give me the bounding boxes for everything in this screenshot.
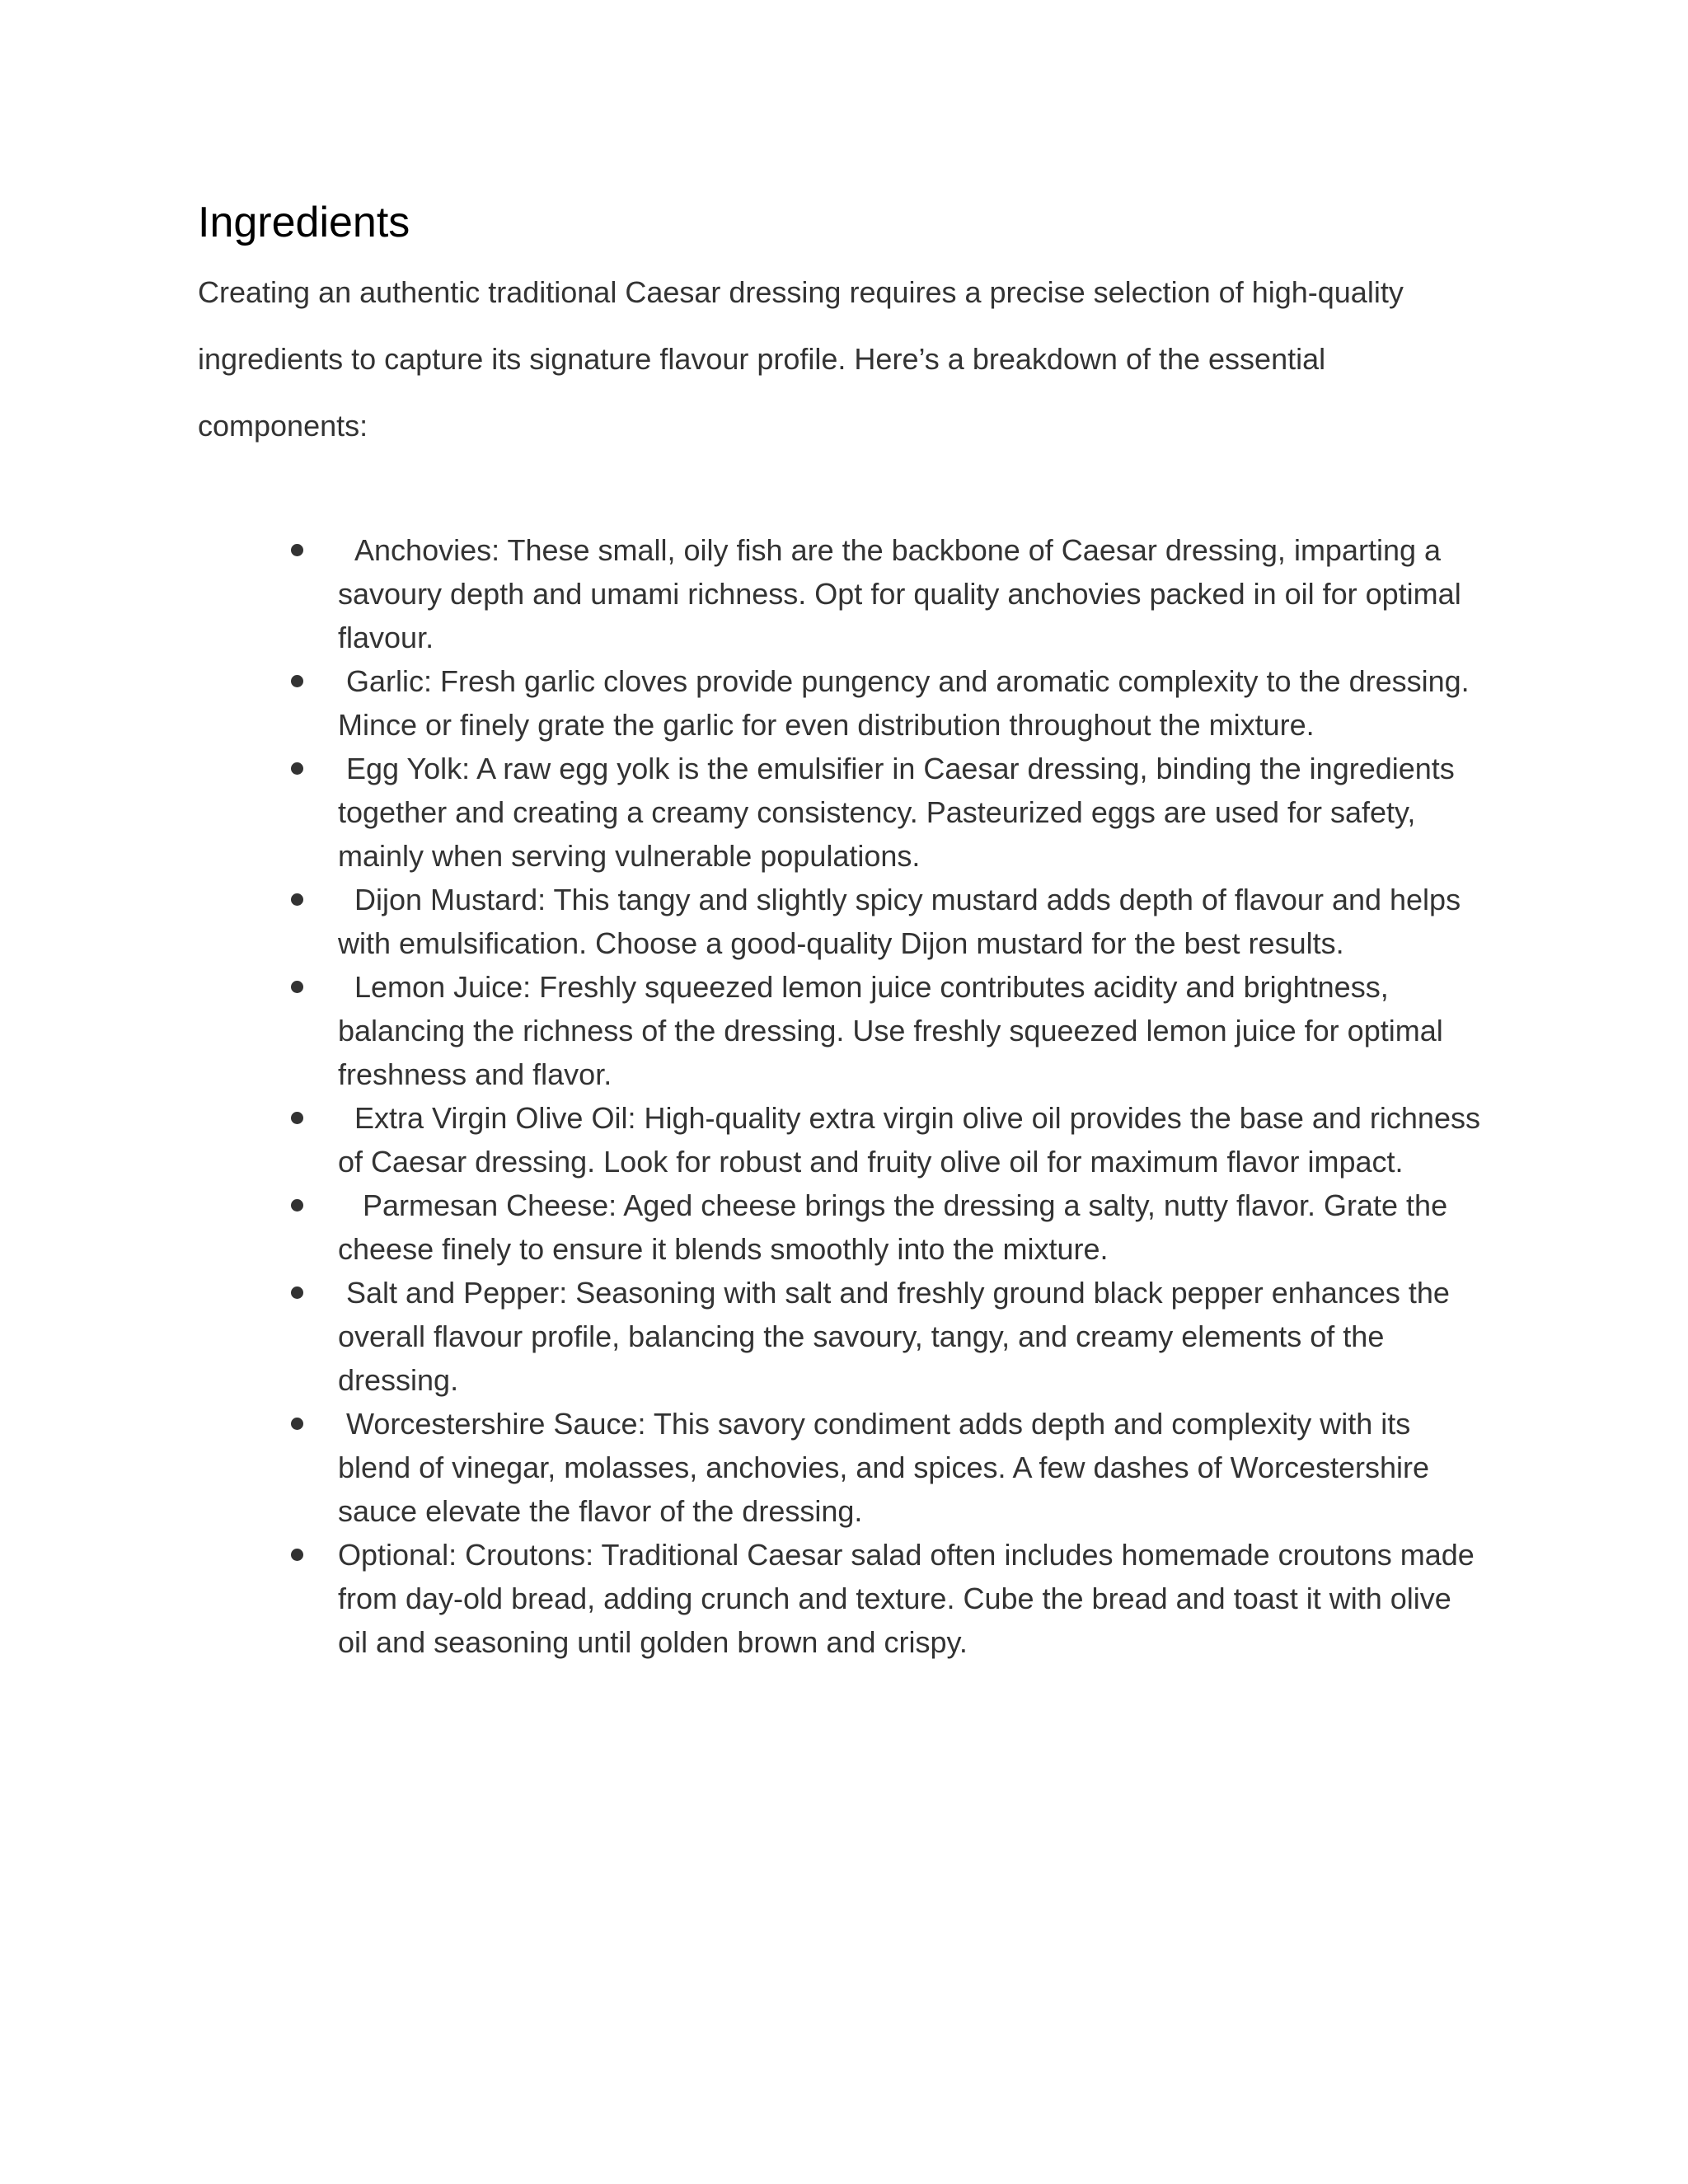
- list-item: [338, 1533, 1484, 1664]
- list-item: [338, 878, 1484, 965]
- bullet-icon: [291, 544, 303, 556]
- list-item-text: Egg Yolk: A raw egg yolk is the emulsifier in Caesar dressing, binding the ingredients together and creating a creamy consistency. Pasteurized eggs are used for safety, mainly when serving vulnerable populations.: [338, 752, 1463, 873]
- list-item-text: Worcestershire Sauce: This savory condiment adds depth and complexity with its blend of vinegar, molasses, anchovies, and spices. A few dashes of Worcestershire sauce elevate the flavor of the dressing.: [338, 1407, 1438, 1528]
- bullet-icon: [291, 1549, 303, 1561]
- list-item: [338, 965, 1484, 1096]
- list-item-text: Salt and Pepper: Seasoning with salt and freshly ground black pepper enhances the overall flavour profile, balancing the savoury, tangy, and creamy elements of the dressing.: [338, 1276, 1458, 1397]
- document-content: [198, 194, 1489, 1664]
- bullet-icon: [291, 762, 303, 775]
- list-item: [338, 659, 1484, 747]
- bullet-icon: [291, 675, 303, 687]
- ingredient-list: [198, 528, 1489, 1664]
- list-item: [338, 1402, 1484, 1533]
- list-item: [338, 528, 1484, 659]
- list-item-text: Garlic: Fresh garlic cloves provide pungency and aromatic complexity to the dressing. Mince or finely grate the garlic for even distribution throughout the mixture.: [338, 664, 1478, 742]
- bullet-icon: [291, 1286, 303, 1299]
- list-item-text: Lemon Juice: Freshly squeezed lemon juice contributes acidity and brightness, balancing the richness of the dressing. Use freshly squeezed lemon juice for optimal freshness and flavor.: [338, 970, 1451, 1091]
- list-item: [338, 1096, 1489, 1183]
- bullet-icon: [291, 1199, 303, 1212]
- list-item-text: Dijon Mustard: This tangy and slightly spicy mustard adds depth of flavour and helps with emulsification. Choose a good-quality Dijon mustard for the best results.: [338, 883, 1470, 960]
- list-item: [338, 1271, 1484, 1402]
- section-heading: Ingredients: [198, 199, 410, 246]
- bullet-icon: [291, 893, 303, 906]
- list-item: [338, 747, 1484, 878]
- list-item-text: Extra Virgin Olive Oil: High-quality extra virgin olive oil provides the base and richness of Caesar dressing. Look for robust and fruity olive oil for maximum flavor impact.: [338, 1101, 1489, 1179]
- list-item-text: Optional: Croutons: Traditional Caesar salad often includes homemade croutons made from day-old bread, adding crunch and texture. Cube the bread and toast it with olive oil and seasoning until golden brown and crispy.: [338, 1538, 1483, 1659]
- list-item-text: Anchovies: These small, oily fish are the backbone of Caesar dressing, imparting a savoury depth and umami richness. Opt for quality anchovies packed in oil for optimal flavour.: [338, 533, 1470, 654]
- list-item: [338, 1183, 1484, 1271]
- intro-paragraph: Creating an authentic traditional Caesar dressing requires a precise selection of high-quality ingredients to capture its signature flavour profile. Here’s a breakdown of the essential components:: [198, 275, 1404, 443]
- bullet-icon: [291, 981, 303, 993]
- bullet-icon: [291, 1112, 303, 1124]
- bullet-icon: [291, 1418, 303, 1430]
- list-item-text: Parmesan Cheese: Aged cheese brings the dressing a salty, nutty flavor. Grate the cheese finely to ensure it blends smoothly into the mixture.: [338, 1188, 1456, 1266]
